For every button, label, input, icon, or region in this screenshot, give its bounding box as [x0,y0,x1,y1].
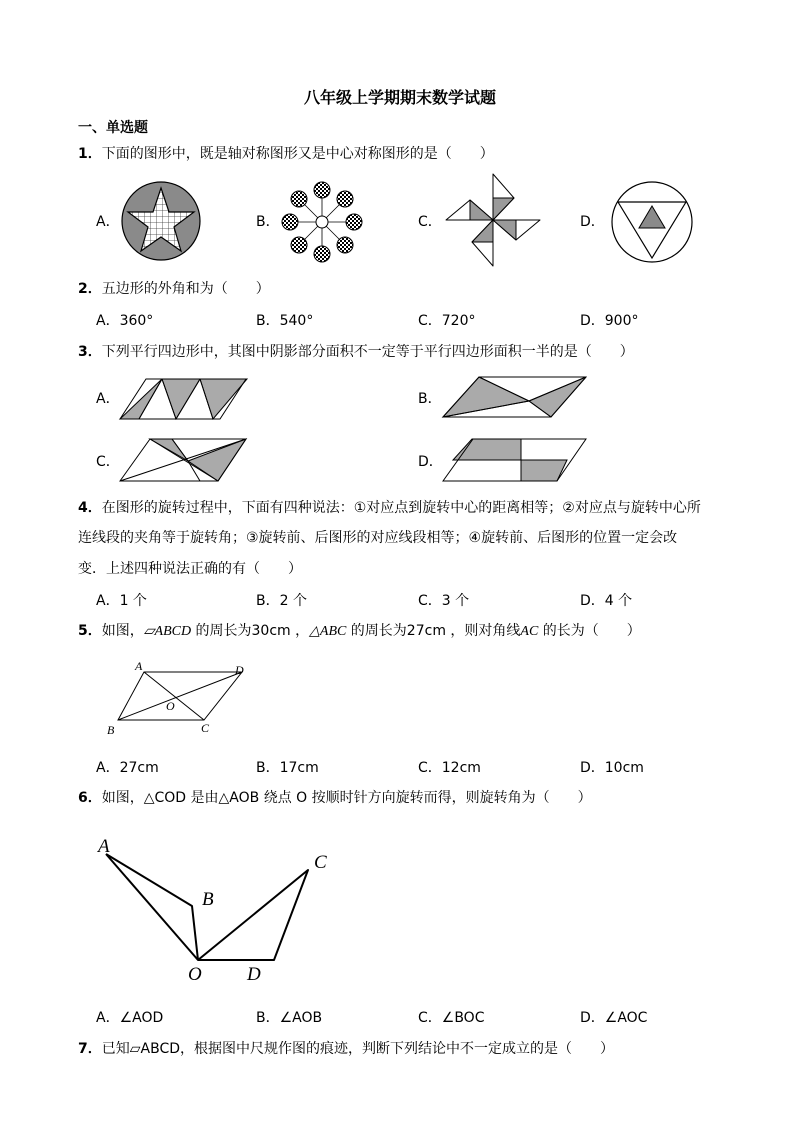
parallelogram-c-figure [120,437,248,483]
option-b: B．∠AOB [256,1010,323,1026]
question-number: 3． [78,344,102,360]
option-d: D．4 个 [580,593,633,609]
option-b: B． [418,391,442,407]
question-3 [78,342,634,362]
label-o: O [166,699,175,713]
parallelogram-a-figure [120,377,248,421]
label-d: D [235,663,244,677]
option-a: A．27cm [96,760,159,776]
question-6 [78,788,592,808]
math-parallelogram: ▱ABCD [143,624,192,639]
label-a: A [98,836,110,857]
label-c: C [314,852,327,873]
option-c: C． [418,214,442,230]
option-c: C．3 个 [418,593,470,609]
parallelogram-b-figure [443,375,588,419]
question-stem-line-1: 在图形的旋转过程中，下面有四种说法：①对应点到旋转中心的距离相等；②对应点与旋转中心所 [101,500,701,516]
question-stem-line-2: 连线段的夹角等于旋转角；③旋转前、后图形的对应线段相等；④旋转前、后图形的位置一定会改 [78,530,678,546]
option-a: A．360° [96,313,154,329]
option-d: D． [418,454,443,470]
label-a: A [135,659,143,673]
question-stem: 已知▱ABCD，根据图中尺规作图的痕迹，判断下列结论中不一定成立的是（ ） [101,1041,615,1057]
label-b: B [202,889,214,910]
math-triangle: △ABC [309,624,347,639]
label-c: C [201,721,210,735]
rotation-figure [92,832,342,987]
label-b: B [107,723,115,737]
question-stem: 如图，△COD 是由△AOB 绕点 O 按顺时针方向旋转而得，则旋转角为（ ） [101,790,592,806]
stem-part: 的周长为27cm ，则对角线 [346,623,521,639]
option-b: B．540° [256,313,314,329]
option-c: C．12cm [418,760,481,776]
option-d: D．∠AOC [580,1010,648,1026]
parallelogram-abcd-figure [104,660,250,740]
parallelogram-d-figure [443,437,588,483]
option-b: B．17cm [256,760,319,776]
question-number: 7． [78,1041,102,1057]
stem-part: 的周长为30cm ， [191,623,310,639]
star-in-circle-figure [120,180,202,262]
question-number: 4． [78,500,102,516]
question-7 [78,1039,614,1059]
option-d: D．10cm [580,760,644,776]
math-segment: AC [520,624,539,639]
label-d: D [247,964,261,985]
question-stem: 五边形的外角和为（ ） [101,281,270,297]
question-stem-line-3: 变．上述四种说法正确的有（ ） [78,561,302,577]
question-number: 5． [78,623,102,639]
triangle-in-circle-figure [610,180,694,264]
stem-part: 如图， [101,623,144,639]
label-o: O [188,964,202,985]
option-a: A． [96,214,120,230]
option-c: C． [96,454,120,470]
flower-figure [280,180,364,264]
question-1 [78,144,494,164]
section-heading: 一、单选题 [78,120,148,136]
option-d: D．900° [580,313,639,329]
question-4 [78,498,701,518]
option-b: B．2 个 [256,593,307,609]
page-title: 八年级上学期期末数学试题 [304,88,497,107]
option-a: A．∠AOD [96,1010,164,1026]
option-a: A． [96,391,120,407]
question-number: 1． [78,146,102,162]
option-b: B． [256,214,280,230]
option-a: A．1 个 [96,593,147,609]
option-c: C．∠BOC [418,1010,485,1026]
stem-part: 的长为（ ） [538,623,641,639]
question-stem: 下面的图形中，既是轴对称图形又是中心对称图形的是（ ） [101,146,494,162]
question-number: 6． [78,790,102,806]
question-2 [78,279,270,299]
question-stem: 下列平行四边形中，其图中阴影部分面积不一定等于平行四边形面积一半的是（ ） [101,344,634,360]
option-c: C．720° [418,313,476,329]
option-d: D． [580,214,605,230]
question-number: 2． [78,281,102,297]
question-5 [78,621,641,642]
pinwheel-figure [444,172,542,268]
